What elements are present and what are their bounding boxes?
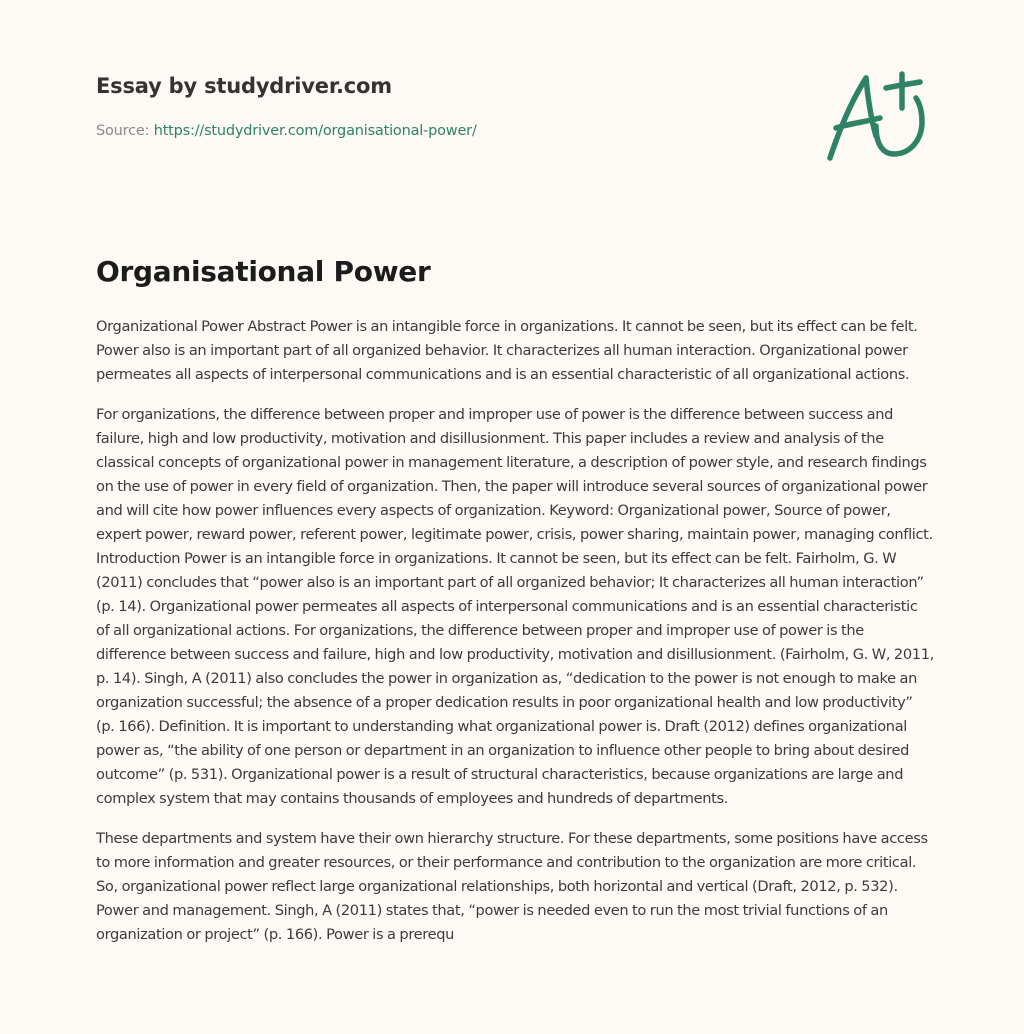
page-header <box>96 74 926 139</box>
paragraph: For organizations, the difference between proper and improper use of power is the difference between success and failure, high and low productivity, motivation and disillusionment. This paper includes a review and analysis of the classical concepts of organizational power in management literature, a description of power style, and research findings on the use of power in every field of organization. Then, the paper will introduce several sources of organizational power and will cite how power influences every aspects of organization. Keyword: Organizational power, Source of power, expert power, reward power, referent power, legitimate power, crisis, power sharing, maintain power, managing conflict. Introduction Power is an intangible force in organizations. It cannot be seen, but its effect can be felt. Fairholm, G. W (2011) concludes that “power also is an important part of all organized behavior; It characterizes all human interaction” (p. 14). Organizational power permeates all aspects of interpersonal communications and is an essential characteristic of all organizational actions. For organizations, the difference between proper and improper use of power is the difference between success and failure, high and low productivity, motivation and disillusionment. (Fairholm, G. W, 2011, p. 14). Singh, A (2011) also concludes the power in organization as, “dedication to the power is not enough to make an organization successful; the absence of a proper dedication results in poor organizational health and low productivity” (p. 166). Definition. It is important to understanding what organizational power is. Draft (2012) defines organizational power as, “the ability of one person or department in an organization to influence other people to bring about desired outcome” (p. 531). Organizational power is a result of structural characteristics, because organizations are large and complex system that may contains thousands of employees and hundreds of departments. <box>96 406 934 807</box>
site-title: Essay by studydriver.com <box>96 74 392 98</box>
document-title: Organisational Power <box>96 255 431 288</box>
source-link[interactable]: https://studydriver.com/organisational-power/ <box>153 123 477 139</box>
a-plus-grade-icon <box>822 66 928 164</box>
source-line <box>96 123 926 139</box>
document-body <box>96 315 934 963</box>
source-label: Source: <box>96 123 154 139</box>
paragraph: Organizational Power Abstract Power is an intangible force in organizations. It cannot be seen, but its effect can be felt. Power also is an important part of all organized behavior. It characterizes all human interaction. Organizational power permeates all aspects of interpersonal communications and is an essential characteristic of all organizational actions. <box>96 318 918 383</box>
paragraph: These departments and system have their own hierarchy structure. For these departments, some positions have access to more information and greater resources, or their performance and contribution to the organization are more critical. So, organizational power reflect large organizational relationships, both horizontal and vertical (Draft, 2012, p. 532). Power and management. Singh, A (2011) states that, “power is needed even to run the most trivial functions of an organization or project” (p. 166). Power is a prerequ <box>96 830 928 943</box>
